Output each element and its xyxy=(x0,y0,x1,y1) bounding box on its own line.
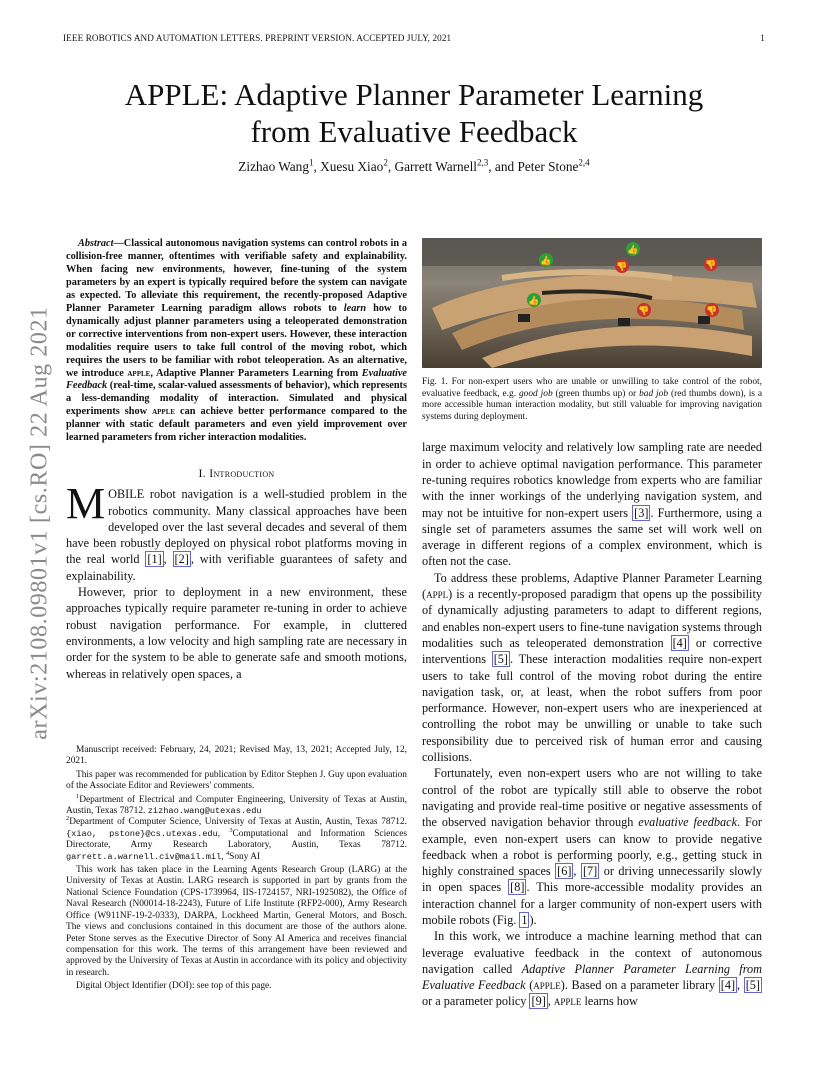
citation-link[interactable]: [4] xyxy=(672,635,687,650)
method-name: apple xyxy=(553,994,582,1009)
arxiv-watermark xyxy=(18,285,62,760)
paragraph-text: large maximum velocity and relatively low sampling rate are needed in order to achieve optimal navigation performance. This parameter re-tuning requires robotics knowledge from experts who are familiar with the inner workings of the underlying navigation system, and may not be intuitive for non-expert users xyxy=(422,440,762,520)
heading-text: I. Introduction xyxy=(198,466,275,481)
affil-mark: 2 xyxy=(66,815,70,823)
affil-mark: 2 xyxy=(383,157,388,168)
emphasis: learn xyxy=(343,302,367,314)
paragraph-text: . This more-accessible modality provides an interaction channel for a larger community of non-expert users with mobile robots (Fig. xyxy=(422,880,763,927)
method-name: apple xyxy=(127,367,151,379)
thumbs-down-icon xyxy=(637,303,651,317)
affiliation: Computational and Information Sciences Directorate, Army Research Laboratory, Austin, Texas 78712. xyxy=(66,828,408,851)
separator: , and xyxy=(488,159,518,174)
abstract-text: can achieve better performance compared to the planner with static default parameters and even yield improvement over learned parameters from richer interaction modalities. xyxy=(66,406,407,444)
paragraph-text: learns how xyxy=(581,994,638,1009)
affil-mark: 3 xyxy=(229,826,233,834)
citation-link[interactable]: [6] xyxy=(557,864,572,879)
arxiv-id: arXiv:2108.09801v1 [cs.RO] 22 Aug 2021 xyxy=(26,305,53,740)
svg-text:👎: 👎 xyxy=(616,262,628,273)
paragraph-text: To address these problems, Adaptive Planner Parameter Learning ( xyxy=(422,570,762,602)
emphasis: Evaluative Feedback xyxy=(66,367,407,392)
email-link[interactable]: zizhao.wang@utexas.edu xyxy=(147,806,262,817)
robot xyxy=(518,314,530,322)
caption-text: (red thumbs down), is a more accessible human interaction modality, but still valuable for improving navigation systems during deployment. xyxy=(422,388,763,422)
citation-link[interactable]: [1] xyxy=(147,552,162,567)
paragraph-text: ) is a recently-proposed paradigm that opens up the possibility of dynamically adjusting parameters to adapt to different regions, and enables non-expert users to fine-tune navigation systems through modalities such as teleoperated demonstration xyxy=(422,587,762,650)
paragraph-text: OBILE robot navigation is a well-studied problem in the robotics community. Many classical approaches have been developed over the last several decades and several of them have been robustly deployed on physical robot platforms moving in the real world xyxy=(66,487,407,567)
intro-paragraph-1: MOBILE robot navigation is a well-studied problem in the robotics community. Many classical approaches have been developed over the last several decades and several of them have been robustly deployed on physical robot platforms moving in the real world [1] , [2] , with verifiable guarantees of safety and explainability. xyxy=(66,479,408,583)
caption-text: Fig. 1. For non-expert users who are unable or unwilling to take control of the robot, evaluative feedback, e.g. xyxy=(422,377,762,399)
author-list xyxy=(60,159,768,175)
affiliation: Department of Computer Science, University of Texas at Austin, Austin, Texas 78712. xyxy=(69,817,407,828)
separator: , xyxy=(387,159,395,174)
thumbs-up-icon xyxy=(527,293,541,307)
right-paragraph-3: Fortunately, even non-expert users who are not willing to take control of the robot are typically still able to observe the robot navigating and provide real-time positive or negative assessments of the observed navigation behavior through evaluative feedback. For example, even non-expert users can know to provide negative feedback when a robot is performing poorly, e.g., getting stuck in highly constrained spaces [6] , [7] or driving unnecessarily slowly in open spaces [8] . This more-accessible modality provides an interaction channel for a larger community of non-expert users with mobile robots (Fig. 1 ). xyxy=(422,766,763,927)
citation-link[interactable]: [5] xyxy=(745,978,760,993)
paragraph-text: . Furthermore, using a single set of parameters assumes the same set will work well on average in different regions of a complex environment, which is often not the case. xyxy=(422,505,762,569)
affil-mark: 2,3 xyxy=(476,157,489,168)
caption-text: (green thumbs up) or xyxy=(552,388,640,399)
footnote-support: This work has taken place in the Learning Agents Research Group (LARG) at the University of Texas at Austin. LARG research is supported in part by grants from the National Science Foundation (CPS-1739964, IIS-1724157, NRI-1925082), the Office of Naval Research (N00014-18-2243), Future of Life Institute (RFP2-000), Army Research Office (W911NF-19-2-0333), DARPA, Lockheed Martin, General Motors, and Bosch. The views and conclusions contained in this document are those of the authors alone. Peter Stone serves as the Executive Director of Sony AI America and receives financial compensation for this work. The terms of this arrangement have been reviewed and approved by the University of Texas at Austin in accordance with its policy and objectivity in research. xyxy=(66,865,407,978)
author-name: Garrett Warnell xyxy=(394,159,477,174)
paragraph-text: or corrective interventions xyxy=(422,635,762,667)
figure-1-photo xyxy=(422,238,762,368)
thumbs-down-icon xyxy=(615,259,629,273)
paragraph-text: . These interaction modalities require non-expert users to take full control of the moving robot during the entire navigation task, or, at least, when the robot suffers from poor performance. However, non-expert users who are inexperienced at controlling the robot may be unwilling or unable to take such responsibility due to perceived risk of human error and causing collisions. xyxy=(422,652,762,765)
journal-name: IEEE ROBOTICS AND AUTOMATION LETTERS. PREPRINT VERSION. ACCEPTED JULY, 2021 xyxy=(63,33,452,43)
footnotes xyxy=(66,745,407,995)
citation-link[interactable]: [3] xyxy=(634,505,649,520)
emphasis: bad job xyxy=(639,388,669,399)
citation-link[interactable]: [4] xyxy=(720,978,736,993)
paragraph-text: In this work, we introduce a machine learning method that can leverage evaluative feedback in the context of autonomous navigation called xyxy=(422,929,762,976)
affil-mark: 1 xyxy=(308,157,314,168)
title-line-2: from Evaluative Feedback xyxy=(250,114,578,149)
right-paragraph-4: In this work, we introduce a machine learning method that can leverage evaluative feedback in the context of autonomous navigation called Adaptive Planner Parameter Learning from Evaluative Feedback (apple). Based on a parameter library [4] , [5] or a parameter policy [9] , apple learns how xyxy=(422,929,762,1009)
emphasis: Adaptive Planner Parameter Learning from Evaluative Feedback xyxy=(422,961,762,993)
intro-paragraph-2: However, prior to deployment in a new environment, these approaches typically require parameter re-tuning in order to achieve robust navigation performance. For example, in cluttered environments, a low velocity and high sampling rate are necessary in order for the system to be able to generate safe and smooth motions, whereas in relatively open spaces, a xyxy=(66,585,407,681)
author-name: Zizhao Wang xyxy=(238,159,309,174)
figure-link[interactable]: 1 xyxy=(521,912,528,927)
citation-link[interactable]: [8] xyxy=(510,880,525,895)
svg-text:👍: 👍 xyxy=(540,256,552,267)
thumbs-up-icon xyxy=(539,253,553,267)
affiliation: Department of Electrical and Computer Engineering, University of Texas at Austin, Austin, Texas 78712. xyxy=(66,794,407,817)
robot xyxy=(618,318,630,326)
thumbs-up-icon xyxy=(626,242,640,256)
section-heading-introduction xyxy=(66,466,407,481)
svg-text:👍: 👍 xyxy=(627,245,639,256)
robot xyxy=(698,316,710,324)
figure-1-caption xyxy=(422,377,762,423)
affil-mark: 1 xyxy=(76,792,80,800)
abstract-text: —Classical autonomous navigation systems can control robots in a collision-free manner, oftentimes with verifiable safety and explainability. When facing new environments, however, fine-tuning of the system parameters by an expert is typically required before the system can navigate as expected. To alleviate this requirement, the recently-proposed Adaptive Planner Parameter Learning paradigm allows robots to xyxy=(66,238,407,314)
email-link[interactable]: {xiao, pstone}@cs.utexas.edu xyxy=(66,828,218,839)
footnote-editor: This paper was recommended for publication by Editor Stephen J. Guy upon evaluation of the Associate Editor and Reviewers' comments. xyxy=(66,769,407,792)
affil-mark: 2,4 xyxy=(578,157,590,168)
paragraph-text: . For example, even non-expert users can know to provide negative feedback when a robot is performing poorly, e.g., getting stuck in highly constrained spaces xyxy=(422,815,762,879)
thumbs-down-icon xyxy=(705,303,719,317)
maze-photo-illustration xyxy=(422,238,762,368)
citation-link[interactable]: [2] xyxy=(174,552,189,567)
citation-link[interactable]: [7] xyxy=(582,864,598,879)
abstract-text: (real-time, scalar-valued assessments of behavior), which represents a less-demanding modality of interaction. Simulated and physical experiments show xyxy=(66,380,407,418)
title-line-1: APPLE: Adaptive Planner Parameter Learning xyxy=(124,77,704,112)
citation-link[interactable]: [9] xyxy=(531,994,546,1009)
thumbs-down-icon xyxy=(704,257,718,271)
author-name: Xuesu Xiao xyxy=(320,159,384,174)
drop-cap: M xyxy=(66,479,106,529)
emphasis: good job xyxy=(518,388,553,399)
svg-text:👎: 👎 xyxy=(638,306,650,317)
page-number: 1 xyxy=(760,33,765,43)
email-link[interactable]: garrett.a.warnell.civ@mail.mil xyxy=(66,851,222,862)
footnote-doi: Digital Object Identifier (DOI): see top of this page. xyxy=(76,981,272,992)
method-name: apple xyxy=(152,406,176,418)
footnote-affiliations: $^1$Department of Electrical and Computer Engineering, University of Texas at Austin, Austin, Texas 78712. zizhao.wang@utexas.edu $^2$Department of Computer Science, University of Texas at Austin, Austin, Texas 78712. {xiao, pstone}@cs.utexas.edu, $^3$Computational and Information Sciences Directorate, Army Research Laboratory, Austin, Texas 78712. garrett.a.warnell.civ@mail.mil, $^4$Sony AI xyxy=(66,792,408,862)
author-name: Peter Stone xyxy=(517,159,579,174)
method-name: apple xyxy=(533,978,561,993)
separator: , xyxy=(313,159,321,174)
left-column xyxy=(66,238,407,682)
right-column xyxy=(422,238,762,1010)
paragraph-text: ( xyxy=(525,978,534,993)
abstract-text: , Adaptive Planner Parameters Learning from xyxy=(150,367,362,379)
emphasis: evaluative feedback xyxy=(638,815,738,830)
abstract xyxy=(66,238,407,445)
paragraph-text: , with verifiable guarantees of safety and explainability. xyxy=(66,552,408,583)
affiliation: Sony AI xyxy=(229,851,261,862)
svg-text:👎: 👎 xyxy=(706,306,718,317)
right-paragraph-2 xyxy=(422,570,762,766)
abstract-text: how to dynamically adjust planner parameters using a teleoperated demonstration or corrective interventions from non-expert users. However, these interaction modalities require users to take full control of the moving robot, which requires the users to be familiar with robot teleoperation. As an alternative, we introduce xyxy=(66,302,407,379)
affil-mark: 4 xyxy=(225,849,230,857)
paragraph-text: ). Based on a parameter library xyxy=(560,978,719,993)
paper-title xyxy=(60,76,768,150)
paragraph-text: Fortunately, even non-expert users who are not willing to take control of the robot are typically still able to observe the robot navigating and provide real-time positive or negative assessments of the observed navigation behavior through xyxy=(422,766,762,830)
svg-text:👍: 👍 xyxy=(528,296,540,307)
right-paragraph-1 xyxy=(422,439,762,569)
citation-link[interactable]: [5] xyxy=(493,652,509,667)
abstract-label: Abstract xyxy=(78,238,114,249)
footnote-received: Manuscript received: February, 24, 2021; Revised May, 13, 2021; Accepted July, 12, 2021. xyxy=(66,745,407,767)
svg-text:👎: 👎 xyxy=(705,260,717,271)
running-head xyxy=(63,33,765,43)
paragraph-text: or a parameter policy xyxy=(422,994,530,1009)
paragraph-text: ). xyxy=(529,912,537,927)
paragraph-text: or driving unnecessarily slowly in open spaces xyxy=(422,864,763,895)
method-name: appl xyxy=(426,587,449,602)
